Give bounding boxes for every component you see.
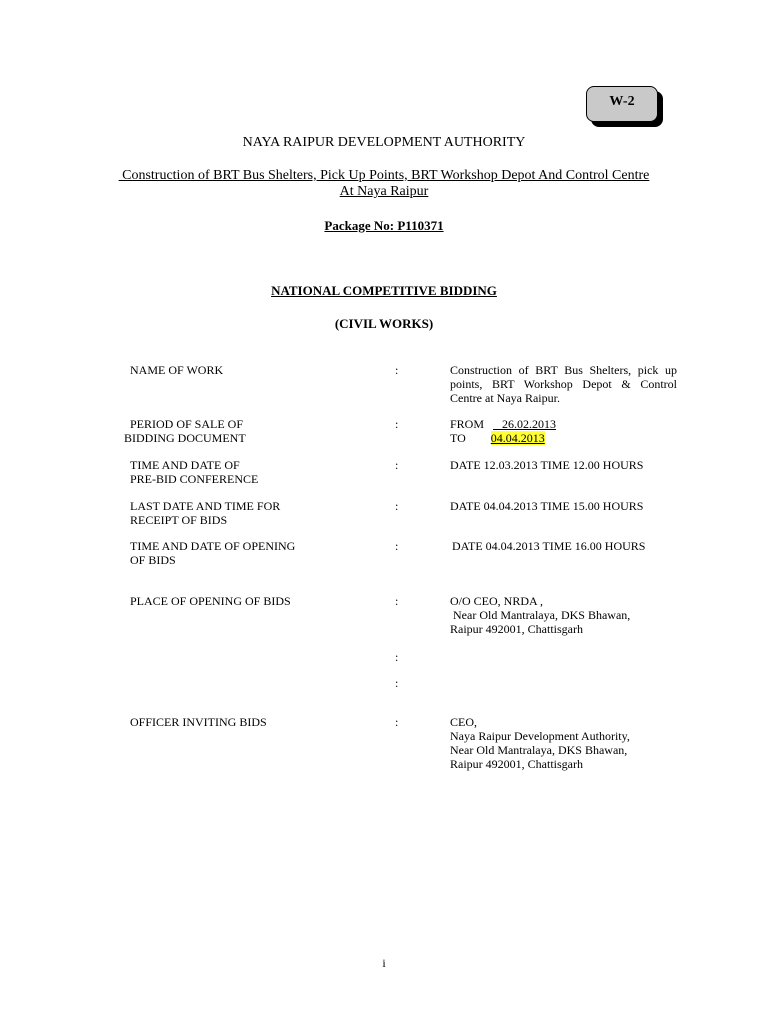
- value-officer-line2: Naya Raipur Development Authority,: [450, 729, 630, 743]
- package-number-text: Package No: P110371: [324, 218, 444, 233]
- page-number: i: [382, 956, 386, 970]
- to-label: TO: [450, 431, 466, 445]
- label-place-of-opening: PLACE OF OPENING OF BIDS: [130, 594, 291, 608]
- label-name-of-work: NAME OF WORK: [130, 363, 224, 377]
- value-last-date: DATE 04.04.2013 TIME 15.00 HOURS: [450, 499, 644, 513]
- authority-title: NAYA RAIPUR DEVELOPMENT AUTHORITY: [242, 135, 526, 150]
- value-opening-time: DATE 04.04.2013 TIME 16.00 HOURS: [452, 539, 646, 553]
- colon: :: [395, 539, 399, 553]
- label-period-of-sale-line1: PERIOD OF SALE OF: [130, 417, 244, 431]
- to-date: 04.04.2013: [490, 431, 545, 445]
- project-title-line1: Construction of BRT Bus Shelters, Pick Up Points, BRT Workshop Depot And Control Centre: [118, 168, 650, 183]
- colon: :: [395, 594, 399, 608]
- label-last-date-line2: RECEIPT OF BIDS: [130, 513, 228, 527]
- label-period-of-sale-line2: BIDDING DOCUMENT: [124, 431, 246, 445]
- works-type: (CIVIL WORKS): [334, 316, 434, 331]
- value-officer-line3: Near Old Mantralaya, DKS Bhawan,: [450, 743, 628, 757]
- colon: :: [395, 650, 399, 664]
- colon: :: [395, 715, 399, 729]
- value-period-from: [450, 417, 677, 431]
- bidding-type-text: NATIONAL COMPETITIVE BIDDING: [271, 283, 497, 298]
- document-code-badge: W-2: [586, 86, 658, 122]
- from-date: 26.02.2013: [502, 417, 557, 431]
- label-prebid-line2: PRE-BID CONFERENCE: [130, 472, 259, 486]
- value-period-to: [450, 431, 677, 445]
- value-officer-line1: CEO,: [450, 715, 477, 729]
- colon: :: [395, 363, 399, 377]
- value-place-line3: Raipur 492001, Chattisgarh: [450, 622, 583, 636]
- colon: :: [395, 499, 399, 513]
- from-label: FROM: [450, 417, 485, 431]
- colon: :: [395, 458, 399, 472]
- bidding-type: [0, 283, 768, 299]
- package-number: [0, 218, 768, 234]
- colon: :: [395, 417, 399, 431]
- label-prebid-line1: TIME AND DATE OF: [130, 458, 240, 472]
- project-title-line2: [0, 184, 768, 200]
- project-title-line2-text: At Naya Raipur: [339, 184, 429, 199]
- label-opening-line2: OF BIDS: [130, 553, 176, 567]
- value-prebid: DATE 12.03.2013 TIME 12.00 HOURS: [450, 458, 644, 472]
- value-place-line1: O/O CEO, NRDA ,: [450, 594, 544, 608]
- value-name-of-work: Construction of BRT Bus Shelters, pick up points, BRT Workshop Depot & Control Centre at Naya Raipur.: [450, 363, 677, 405]
- label-last-date-line1: LAST DATE AND TIME FOR: [130, 499, 281, 513]
- value-officer-line4: Raipur 492001, Chattisgarh: [450, 757, 583, 771]
- value-place-line2: Near Old Mantralaya, DKS Bhawan,: [453, 608, 631, 622]
- colon: :: [395, 676, 399, 690]
- label-opening-line1: TIME AND DATE OF OPENING: [130, 539, 296, 553]
- label-officer: OFFICER INVITING BIDS: [130, 715, 267, 729]
